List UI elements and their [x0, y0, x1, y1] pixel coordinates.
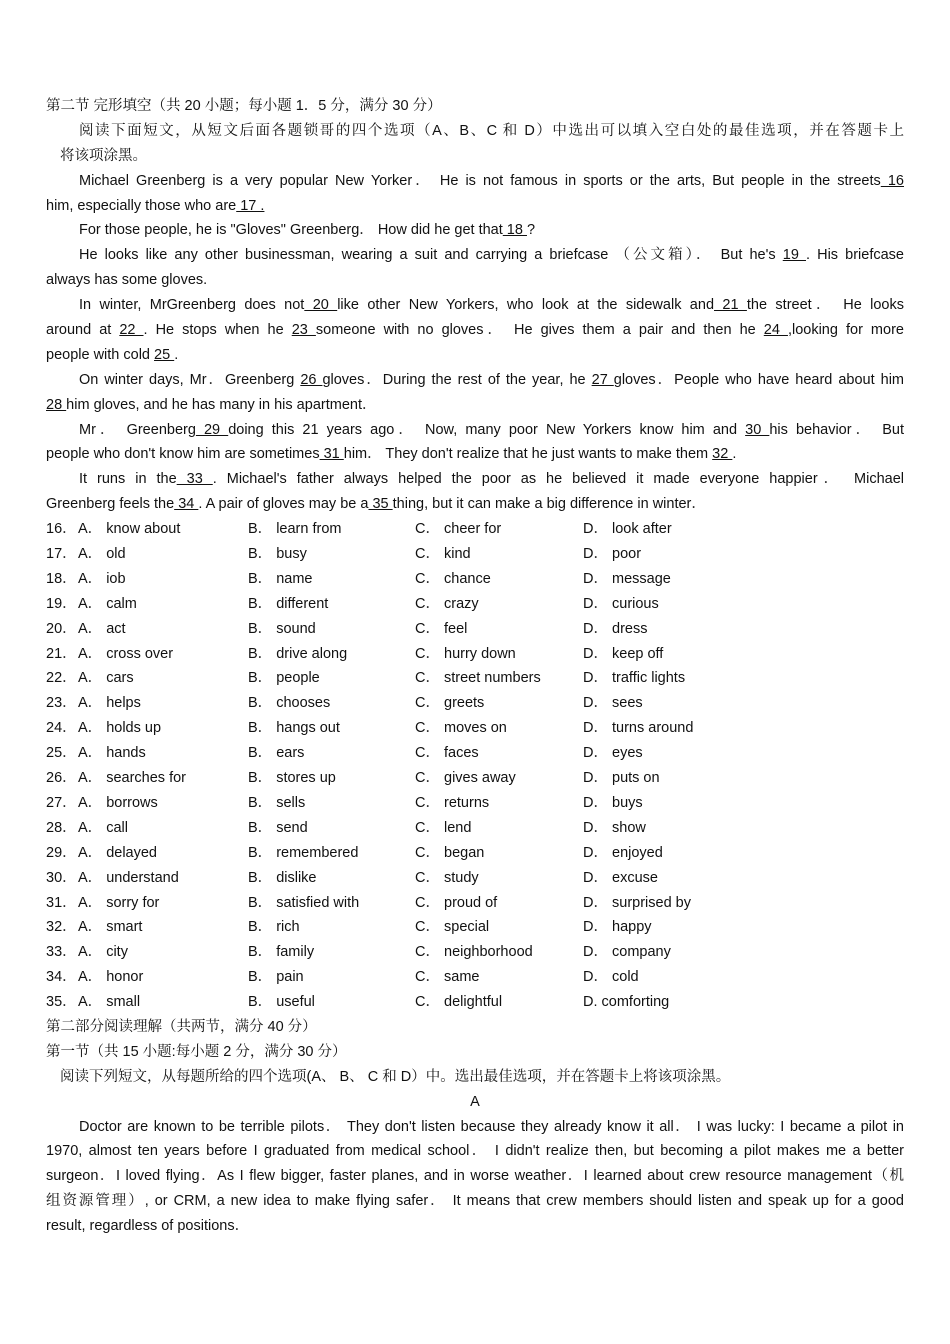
option-a: A． old: [78, 546, 126, 563]
option-b: B． hangs out: [248, 720, 340, 737]
passage-line: [46, 442, 904, 467]
question-number: 32．: [46, 919, 77, 936]
option-row: [46, 741, 904, 766]
question-number: 31．: [46, 894, 77, 911]
option-b: B． family: [248, 944, 315, 961]
exam-page: [46, 94, 904, 1239]
blank-19: 19: [782, 247, 806, 264]
blank-23: 23: [291, 322, 316, 339]
question-number: 25．: [46, 745, 77, 762]
question-number: 33．: [46, 944, 77, 961]
passage-line: [46, 343, 904, 368]
option-c: C． lend: [415, 819, 472, 836]
question-number: 20．: [46, 620, 77, 637]
option-a: A． understand: [78, 869, 179, 886]
text: gloves．People who have heard about him: [613, 371, 904, 388]
option-c: C． kind: [415, 546, 471, 563]
blank-24: 24: [763, 322, 788, 339]
option-a: A． sorry for: [78, 894, 160, 911]
option-b: B． different: [248, 595, 329, 612]
instructions-line-1: 阅读下面短文，从短文后面各题锁哥的四个选项（A、B、C 和 D）中选出可以填入空白处的最佳选项，并在答题卡上: [79, 122, 904, 139]
option-a: A． small: [78, 994, 141, 1011]
option-c: C． delightful: [415, 994, 503, 1011]
option-b: B． name: [248, 570, 313, 587]
text: . A pair of gloves may be a: [198, 496, 369, 513]
option-c: C． neighborhood: [415, 944, 533, 961]
text: around at: [46, 322, 112, 339]
blank-33: 33: [176, 471, 213, 488]
passage-line: [46, 243, 904, 268]
option-b: B． send: [248, 819, 308, 836]
option-b: B． sound: [248, 620, 316, 637]
option-row: [46, 567, 904, 592]
passage-line: [46, 169, 904, 194]
text: Greenberg feels the: [46, 496, 175, 513]
option-d: D． surprised by: [583, 894, 691, 911]
option-row: [46, 642, 904, 667]
option-c: C． special: [415, 919, 490, 936]
question-number: 28．: [46, 819, 77, 836]
option-c: C． cheer for: [415, 521, 502, 538]
option-d: D． turns around: [583, 720, 694, 737]
option-row: [46, 592, 904, 617]
option-row: [46, 766, 904, 791]
option-c: C． proud of: [415, 894, 498, 911]
blank-22: 22: [119, 322, 144, 339]
option-a: A． cross over: [78, 645, 174, 662]
passage-line: [46, 492, 904, 517]
passage-line: always has some gloves.: [46, 272, 208, 289]
passage-line: [46, 393, 904, 418]
option-b: B． rich: [248, 919, 300, 936]
question-number: 19．: [46, 595, 77, 612]
text: Michael Greenberg is a very popular New Yorker． He is not famous in sports or the arts, But people in the streets: [79, 172, 881, 189]
blank-18: 18: [502, 222, 527, 239]
passage-line: [46, 467, 904, 492]
blank-34: 34: [174, 496, 199, 513]
blank-35: 35: [368, 496, 393, 513]
option-d: D. comforting: [583, 994, 670, 1011]
options-list: [46, 517, 904, 1015]
blank-26: 26: [300, 371, 323, 388]
option-b: B． dislike: [248, 869, 317, 886]
option-row: [46, 542, 904, 567]
option-a: A． borrows: [78, 794, 158, 811]
reading-line: surgeon．I loved flying．As I flew bigger, faster planes, and in worse weather．I learned about crew resource management（机: [46, 1168, 904, 1185]
blank-29: 29: [195, 421, 229, 438]
option-d: D． company: [583, 944, 671, 961]
question-number: 30．: [46, 869, 77, 886]
option-c: C． moves on: [415, 720, 507, 737]
text: He looks like any other businessman, wearing a suit and carrying a briefcase （公文箱）． But he's: [79, 247, 776, 264]
text: Mr． Greenberg: [79, 421, 196, 438]
option-d: D． excuse: [583, 869, 658, 886]
blank-30: 30: [745, 421, 770, 438]
option-d: D． cold: [583, 969, 639, 986]
option-c: C． same: [415, 969, 480, 986]
option-row: [46, 517, 904, 542]
option-a: A． helps: [78, 695, 141, 712]
option-d: D． dress: [583, 620, 648, 637]
option-d: D． happy: [583, 919, 652, 936]
text: people who don't know him are sometimes: [46, 446, 320, 463]
option-b: B． pain: [248, 969, 304, 986]
question-number: 26．: [46, 770, 77, 787]
option-c: C． street numbers: [415, 670, 541, 687]
text: For those people, he is "Gloves" Greenberg． How did he get that: [79, 222, 503, 239]
option-row: [46, 915, 904, 940]
part2-title: 第二部分阅读理解（共两节，满分 40 分）: [46, 1018, 317, 1035]
option-c: C． hurry down: [415, 645, 516, 662]
option-a: A． act: [78, 620, 126, 637]
text: .: [174, 346, 179, 363]
option-row: [46, 691, 904, 716]
question-number: 17．: [46, 546, 77, 563]
question-number: 29．: [46, 844, 77, 861]
instructions-line-2: 将该项涂黑。: [60, 147, 147, 164]
section-title: 第二节 完形填空（共 20 小题；每小题 1．5 分，满分 30 分）: [46, 98, 442, 114]
option-a: A． cars: [78, 670, 134, 687]
text: people with cold: [46, 346, 150, 363]
option-d: D． eyes: [583, 745, 643, 762]
question-number: 21．: [46, 645, 77, 662]
option-d: D． poor: [583, 546, 642, 563]
option-a: A． hands: [78, 745, 146, 762]
reading-line: 1970, almost ten years before I graduated from medical school． I didn't realize then, but becoming a pilot makes me a better: [46, 1143, 904, 1160]
passage-label: A: [470, 1093, 480, 1110]
option-a: A． know about: [78, 521, 181, 538]
option-b: B． learn from: [248, 521, 342, 538]
option-row: [46, 891, 904, 916]
option-row: [46, 791, 904, 816]
option-b: B． people: [248, 670, 320, 687]
option-row: [46, 816, 904, 841]
option-d: D． show: [583, 819, 646, 836]
blank-32: 32: [712, 446, 733, 463]
question-number: 22．: [46, 670, 77, 687]
option-d: D． keep off: [583, 645, 664, 662]
option-c: C． feel: [415, 620, 468, 637]
blank-28: 28: [46, 396, 67, 413]
option-row: [46, 866, 904, 891]
option-a: A． holds up: [78, 720, 162, 737]
option-a: A． city: [78, 944, 128, 961]
option-d: D． enjoyed: [583, 844, 663, 861]
option-a: A． call: [78, 819, 128, 836]
part2-section-title: 第一节（共 15 小题:每小题 2 分，满分 30 分）: [46, 1043, 347, 1060]
option-row: [46, 841, 904, 866]
passage-line: [46, 218, 904, 243]
option-d: D． curious: [583, 595, 659, 612]
option-b: B． remembered: [248, 844, 359, 861]
text: In winter, MrGreenberg does not: [79, 297, 305, 314]
option-row: [46, 716, 904, 741]
blank-16: 16: [880, 172, 904, 189]
option-b: B． busy: [248, 546, 307, 563]
option-b: B． useful: [248, 994, 315, 1011]
option-b: B． stores up: [248, 770, 336, 787]
option-a: A． iob: [78, 570, 126, 587]
passage-line: [46, 293, 904, 318]
question-number: 16．: [46, 521, 77, 538]
text: On winter days, Mr．Greenberg: [79, 371, 295, 388]
text: him gloves, and he has many in his apartment．: [66, 396, 377, 413]
option-b: B． sells: [248, 794, 306, 811]
option-a: A． delayed: [78, 844, 157, 861]
blank-21: 21: [714, 297, 747, 314]
text: . His briefcase: [805, 247, 904, 264]
text: doing this 21 years ago． Now, many poor New Yorkers know him and: [228, 421, 738, 438]
option-b: B． drive along: [248, 645, 348, 662]
text: him． They don't realize that he just wants to make them: [343, 446, 709, 463]
text: It runs in the: [79, 471, 177, 488]
option-d: D． traffic lights: [583, 670, 686, 687]
passage-line: [46, 368, 904, 393]
option-c: C． crazy: [415, 595, 479, 612]
option-d: D． puts on: [583, 770, 660, 787]
text: thing, but it can make a big difference in winter．: [392, 496, 706, 513]
option-row: [46, 990, 904, 1015]
option-c: C． began: [415, 844, 485, 861]
part2-instructions: 阅读下列短文，从每题所给的四个选项(A、 B、 C 和 D）中。选出最佳选项，并在答题卡上将该项涂黑。: [60, 1068, 731, 1085]
option-a: A． honor: [78, 969, 144, 986]
text: . He stops when he: [143, 322, 284, 339]
question-number: 35．: [46, 994, 77, 1011]
question-number: 24．: [46, 720, 77, 737]
question-number: 34．: [46, 969, 77, 986]
option-c: C． returns: [415, 794, 490, 811]
option-c: C． study: [415, 869, 479, 886]
option-a: A． searches for: [78, 770, 186, 787]
option-row: [46, 965, 904, 990]
option-row: [46, 666, 904, 691]
text: . Michael's father always helped the poor as he believed it made everyone happier． Michael: [212, 471, 904, 488]
option-row: [46, 617, 904, 642]
blank-25: 25: [154, 346, 175, 363]
option-c: C． gives away: [415, 770, 516, 787]
text: his behavior． But: [769, 421, 905, 438]
option-d: D． look after: [583, 521, 672, 538]
question-number: 27．: [46, 794, 77, 811]
blank-31: 31: [319, 446, 344, 463]
text: ?: [526, 222, 536, 239]
option-d: D． message: [583, 570, 671, 587]
text: ,looking for more: [787, 322, 904, 339]
question-number: 23．: [46, 695, 77, 712]
option-b: B． chooses: [248, 695, 331, 712]
passage-line: [46, 194, 904, 219]
text: him, especially those who are: [46, 197, 237, 214]
option-a: A． calm: [78, 595, 137, 612]
text: .: [732, 446, 737, 463]
reading-line: 组资源管理）, or CRM, a new idea to make flying safer． It means that crew members should listen and speak up for a good: [46, 1193, 904, 1210]
option-c: C． faces: [415, 745, 479, 762]
text: the street． He looks: [746, 297, 904, 314]
option-c: C． chance: [415, 570, 491, 587]
blank-27: 27: [591, 371, 614, 388]
passage-line: [46, 418, 904, 443]
blank-20: 20: [304, 297, 338, 314]
option-c: C． greets: [415, 695, 485, 712]
option-d: D． sees: [583, 695, 643, 712]
blank-17: 17 .: [236, 197, 265, 214]
option-d: D． buys: [583, 794, 643, 811]
option-a: A． smart: [78, 919, 143, 936]
option-b: B． satisfied with: [248, 894, 360, 911]
question-number: 18．: [46, 570, 77, 587]
passage-line: [46, 318, 904, 343]
text: someone with no gloves． He gives them a pair and then he: [315, 322, 756, 339]
text: gloves．During the rest of the year, he: [322, 371, 586, 388]
reading-line: result, regardless of positions．: [46, 1218, 250, 1235]
text: like other New Yorkers, who look at the sidewalk and: [337, 297, 715, 314]
option-row: [46, 940, 904, 965]
reading-line: Doctor are known to be terrible pilots． They don't listen because they already know it all． I was lucky: I became a pilot in: [79, 1118, 904, 1135]
option-b: B． ears: [248, 745, 305, 762]
